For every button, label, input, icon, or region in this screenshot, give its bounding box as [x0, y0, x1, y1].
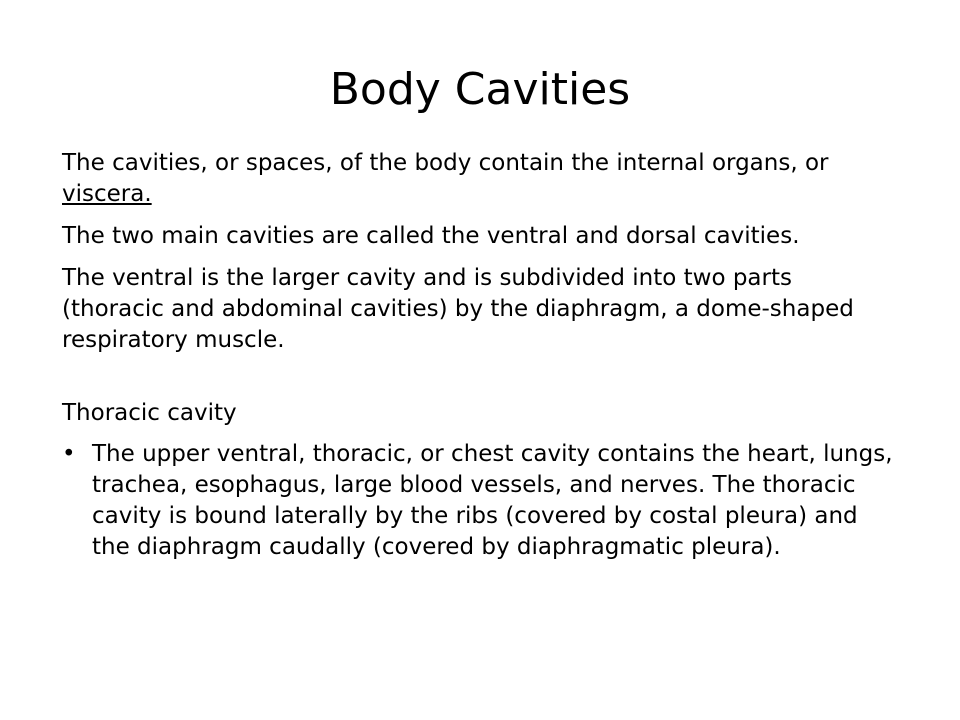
paragraph-main-cavities: The two main cavities are called the ventral and dorsal cavities. — [62, 223, 800, 249]
bullet-icon: • — [62, 441, 76, 467]
paragraph-ventral: The ventral is the larger cavity and is subdivided into two parts (thoracic and abdominal cavities) by the diaphragm, a dome-shaped respiratory muscle. — [62, 265, 854, 353]
paragraph-viscera — [62, 148, 900, 210]
blank-line — [62, 367, 900, 398]
bullet-item — [62, 439, 900, 563]
slide-title: Body Cavities — [329, 64, 631, 115]
slide-body — [62, 148, 900, 563]
paragraph-viscera-text: The cavities, or spaces, of the body contain the internal organs, or — [62, 150, 829, 176]
viscera-term: viscera. — [62, 181, 152, 207]
subheading-thoracic: Thoracic cavity — [62, 400, 237, 426]
bullet-text: The upper ventral, thoracic, or chest cavity contains the heart, lungs, trachea, esophagus, large blood vessels, and nerves. The thoracic cavity is bound laterally by the ribs (covered by costal pleura) and the diaphragm caudally (covered by diaphragmatic pleura). — [92, 441, 893, 560]
